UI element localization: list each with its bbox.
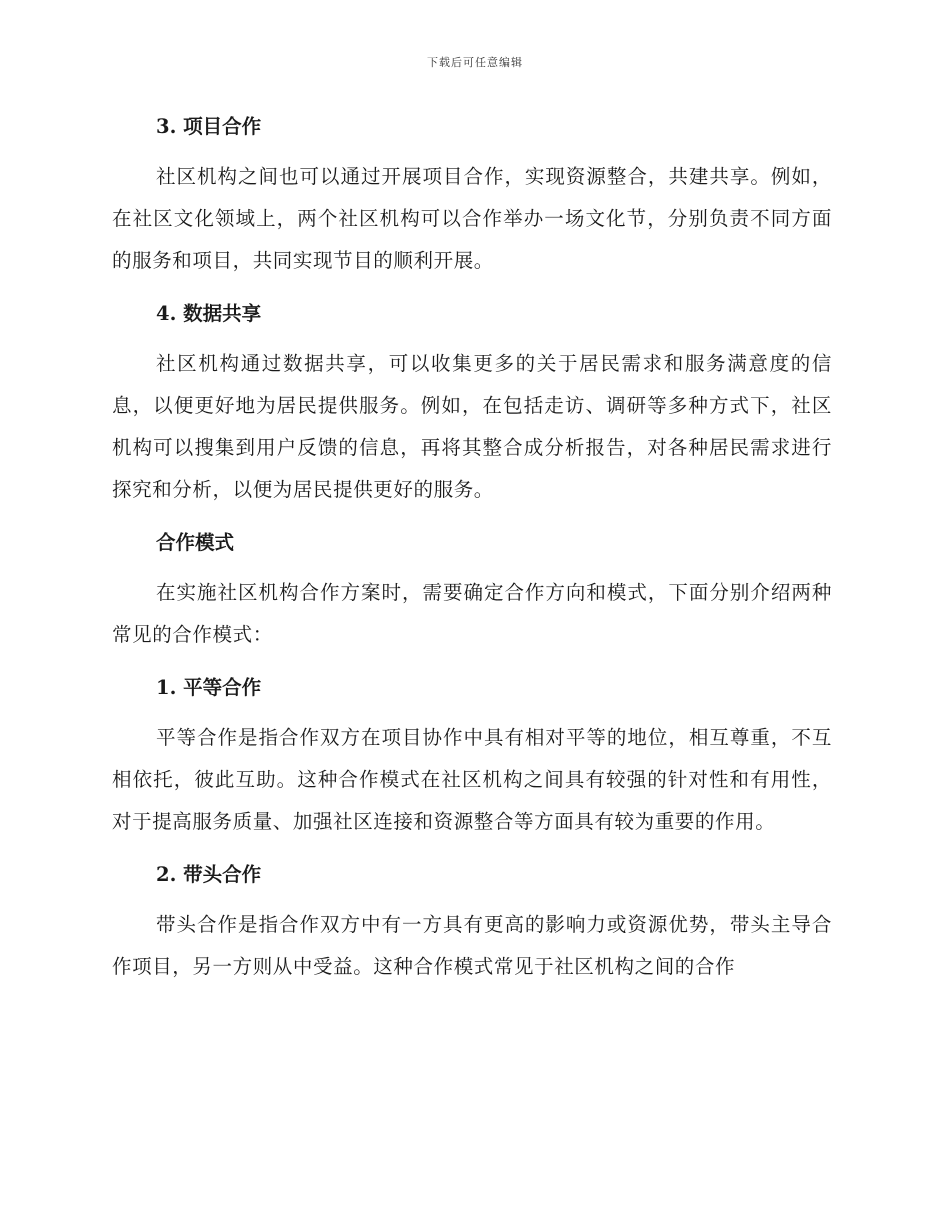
section-heading: 2. 带头合作 (156, 863, 262, 886)
section-leading-cooperation (112, 856, 832, 988)
page-header: 下载后可任意编辑 (427, 56, 523, 69)
section-paragraph: 平等合作是指合作双方在项目协作中具有相对平等的地位，相互尊重，不互相依托，彼此互助。这种合作模式在社区机构之间具有较强的针对性和有用性，对于提高服务质量、加强社区连接和资源整合等方面具有较为重要的作用。 (112, 726, 832, 833)
section-paragraph: 社区机构之间也可以通过开展项目合作，实现资源整合，共建共享。例如，在社区文化领域上，两个社区机构可以合作举办一场文化节，分别负责不同方面的服务和项目，共同实现节目的顺利开展。 (112, 165, 832, 272)
document-body (112, 108, 832, 988)
section-heading: 3. 项目合作 (156, 115, 262, 138)
section-paragraph: 社区机构通过数据共享，可以收集更多的关于居民需求和服务满意度的信息，以便更好地为居民提供服务。例如，在包括走访、调研等多种方式下，社区机构可以搜集到用户反馈的信息，再将其整合成分析报告，对各种居民需求进行探究和分析，以便为居民提供更好的服务。 (112, 352, 832, 501)
section-paragraph: 在实施社区机构合作方案时，需要确定合作方向和模式，下面分别介绍两种常见的合作模式： (112, 581, 832, 646)
section-cooperation-modes (112, 524, 832, 669)
section-data-sharing (112, 295, 832, 524)
section-heading: 合作模式 (156, 531, 235, 554)
section-project-cooperation (112, 108, 832, 295)
section-paragraph: 带头合作是指合作双方中有一方具有更高的影响力或资源优势，带头主导合作项目，另一方则从中受益。这种合作模式常见于社区机构之间的合作 (112, 913, 832, 978)
section-heading: 4. 数据共享 (156, 302, 262, 325)
section-equal-cooperation (112, 669, 832, 856)
section-heading: 1. 平等合作 (156, 676, 262, 699)
